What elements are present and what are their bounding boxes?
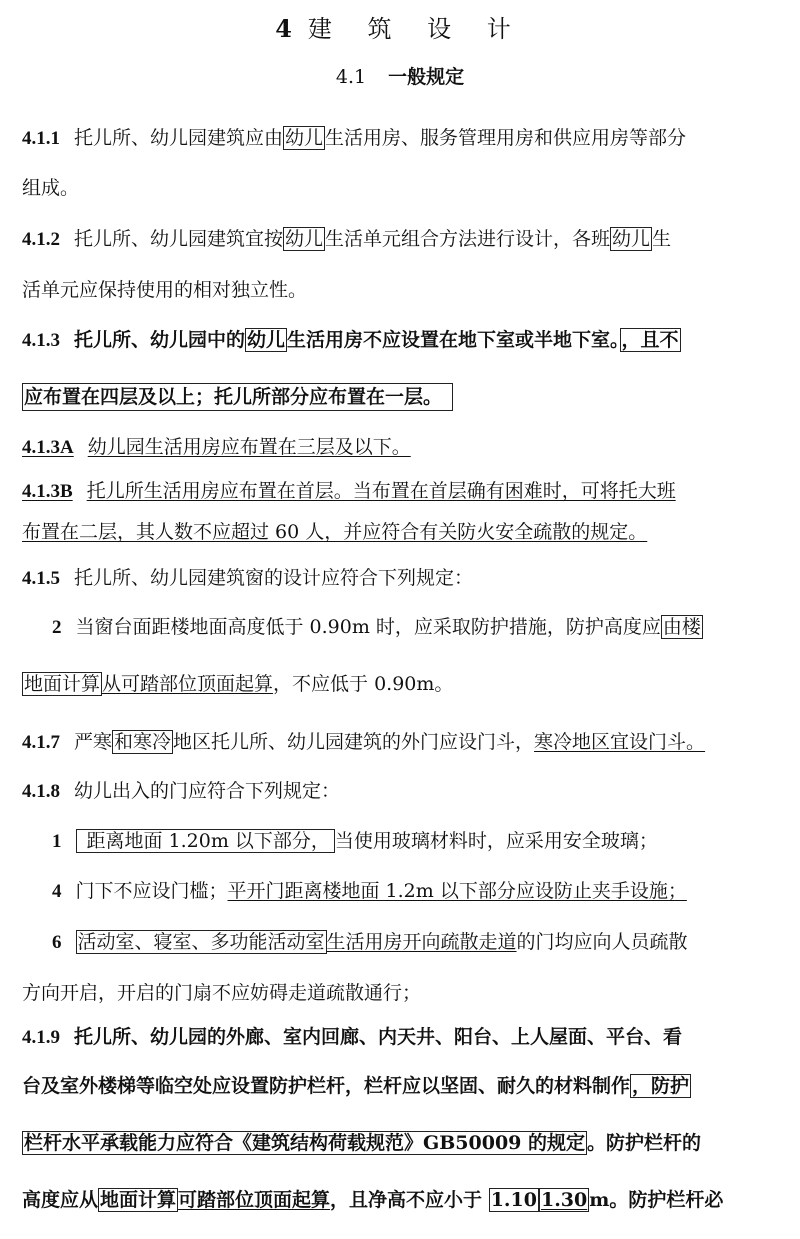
chapter-title-text: 建 筑 设 计 [307, 15, 525, 43]
clause-4-1-3-line-2 [22, 384, 786, 410]
section-title-text: 一般规定 [388, 66, 465, 88]
section-number: 4.1 [335, 66, 367, 88]
clause-4-1-5-item-2-line-2: 地面计算 从可踏部位顶面起算，不应低于 0.90m。 [24, 673, 454, 695]
section-title [0, 62, 800, 89]
revision-box: 地面计算 [100, 1189, 177, 1211]
revision-box: 由楼 [662, 616, 701, 638]
revision-box: 地面计算 [24, 673, 101, 695]
revision-box: 栏杆水平承载能力应符合《建筑结构荷载规范》GB50009 的规定 [24, 1132, 586, 1154]
clause-4-1-8-item-6-line-2: 方向开启，开启的门扇不应妨碍走道疏散通行； [22, 982, 422, 1004]
clause-4-1-8-item-4: 4 门下不应设门槛；平开门距离楼地面 1.2m 以下部分应设防止夹手设施； [52, 880, 687, 902]
chapter-title [0, 9, 800, 44]
revision-box: 幼儿 [285, 127, 324, 149]
clause-4-1-9-line-1: 4.1.9 托儿所、幼儿园的外廊、室内回廊、内天井、阳台、上人屋面、平台、看 [22, 1026, 683, 1048]
clause-4-1-3-line-1: 4.1.3 托儿所、幼儿园中的 幼儿 生活用房不应设置在地下室或半地下室。 ，且不 [22, 329, 679, 351]
revision-box: 距离地面 1.20m 以下部分， [76, 829, 335, 853]
clause-4-1-9-line-2: 台及室外楼梯等临空处应设置防护栏杆，栏杆应以坚固、耐久的材料制作 ，防护 [22, 1075, 690, 1097]
revision-box: ，且不 [621, 329, 679, 351]
clause-4-1-5: 4.1.5 托儿所、幼儿园建筑窗的设计应符合下列规定： [22, 567, 474, 589]
clause-4-1-1-line-1: 4.1.1 托儿所、幼儿园建筑应由 幼儿 生活用房、服务管理用房和供应用房等部分 [22, 127, 687, 149]
clause-4-1-8: 4.1.8 幼儿出入的门应符合下列规定： [22, 780, 341, 802]
revision-box: 和寒冷 [114, 731, 172, 753]
revision-box: 幼儿 [247, 329, 286, 351]
revision-box: 幼儿 [285, 228, 324, 250]
clause-4-1-2-line-2: 活单元应保持使用的相对独立性。 [22, 279, 308, 301]
revision-box: ，防护 [632, 1075, 690, 1097]
clause-4-1-7: 4.1.7 严寒 和寒冷 地区托儿所、幼儿园建筑的外门应设门斗，寒冷地区宜设门斗。 [22, 731, 706, 753]
revision-box: 幼儿 [612, 228, 651, 250]
revision-box: 1.30 [540, 1189, 588, 1211]
clause-4-1-3a: 4.1.3A 幼儿园生活用房应布置在三层及以下。 [22, 436, 411, 458]
revision-box: 应布置在四层及以上；托儿所部分应布置在一层。 [22, 383, 453, 411]
clause-4-1-3b-line-2: 布置在二层，其人数不应超过 60 人，并应符合有关防火安全疏散的规定。 [22, 521, 648, 543]
clause-4-1-8-item-6-line-1: 6 活动室、寝室、多功能活动室 生活用房开向疏散走道的门均应向人员疏散 [52, 931, 688, 953]
clause-4-1-1-line-2: 组成。 [22, 177, 80, 199]
revision-box: 活动室、寝室、多功能活动室 [77, 931, 325, 953]
clause-4-1-9-line-3: 栏杆水平承载能力应符合《建筑结构荷载规范》GB50009 的规定 。防护栏杆的 [24, 1132, 702, 1154]
clause-4-1-8-item-1: 1 距离地面 1.20m 以下部分， 当使用玻璃材料时，应采用安全玻璃； [52, 830, 658, 852]
chapter-number: 4 [275, 14, 292, 43]
clause-4-1-9-line-4: 高度应从 地面计算 可踏部位顶面起算，且净高不应小于 1.10 1.30 m。防护栏杆必 [22, 1189, 724, 1211]
clause-4-1-3b-line-1: 4.1.3B 托儿所生活用房应布置在首层。当布置在首层确有困难时，可将托大班 [22, 480, 676, 502]
clause-4-1-5-item-2-line-1: 2 当窗台面距楼地面高度低于 0.90m 时，应采取防护措施，防护高度应 由楼 [52, 616, 701, 638]
clause-4-1-2-line-1: 4.1.2 托儿所、幼儿园建筑宜按 幼儿 生活单元组合方法进行设计，各班 幼儿 生 [22, 228, 672, 250]
revision-box: 1.10 [490, 1189, 537, 1211]
